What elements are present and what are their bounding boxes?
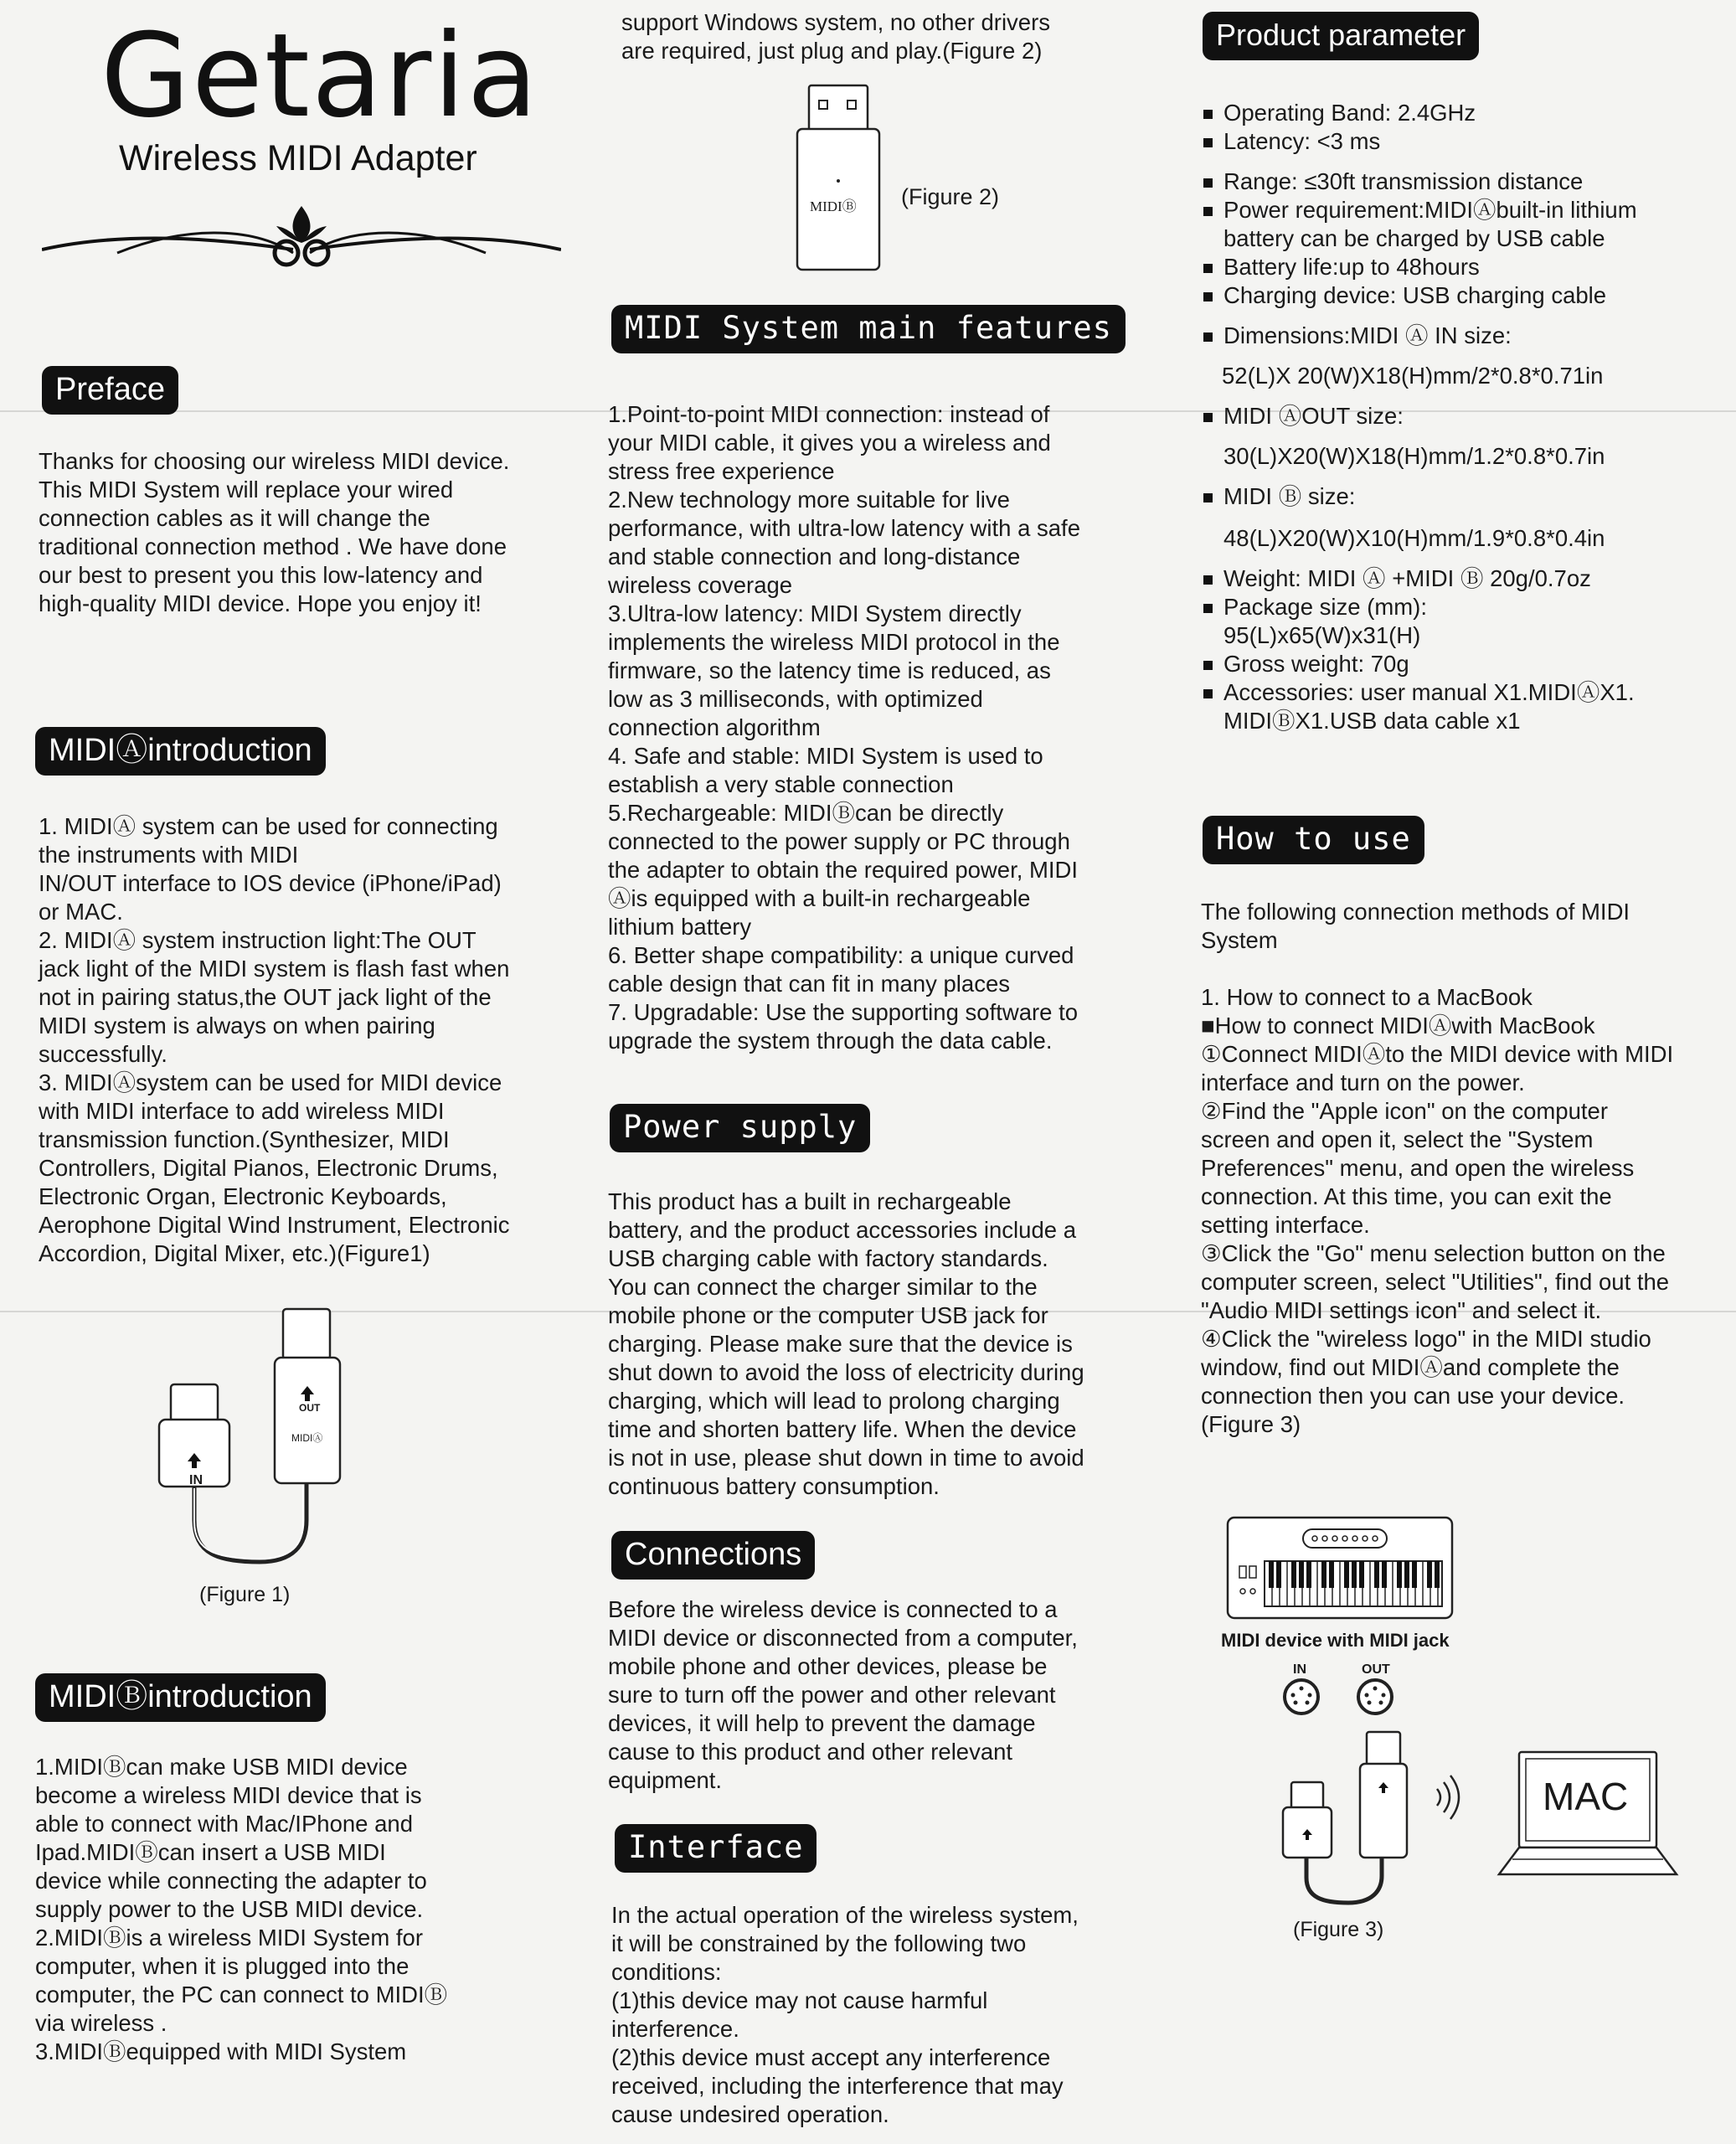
figure1-adapter-icon: [151, 1302, 402, 1579]
spec-item: Gross weight: 70g: [1202, 650, 1637, 678]
figure1-out-label: OUT: [299, 1402, 321, 1414]
spec-item: Power requirement:MIDIⒶbuilt-in lithium battery can be charged by USB cable: [1202, 196, 1637, 253]
how-to-use-intro: The following connection methods of MIDI System: [1201, 899, 1630, 953]
preface-heading: Preface: [42, 366, 178, 415]
connections-heading: Connections: [611, 1531, 815, 1580]
spec-list: [1202, 99, 1637, 735]
figure3-out-label: OUT: [1362, 1662, 1390, 1677]
windows-support-text: support Windows system, no other drivers are required, just plug and play.(Figure 2): [621, 9, 1050, 64]
ornament-divider-icon: [42, 201, 561, 276]
figure3-caption: (Figure 3): [1293, 1918, 1384, 1941]
spec-item: MIDI Ⓑ size:: [1202, 482, 1637, 511]
midi-jack-icon: [1281, 1677, 1399, 1719]
figure2-dongle-icon: [794, 82, 886, 275]
spec-item: Charging device: USB charging cable: [1202, 281, 1637, 310]
spec-out-size: 30(L)X20(W)X18(H)mm/1.2*0.8*0.7in: [1223, 443, 1605, 469]
how-to-use-heading: How to use: [1203, 816, 1424, 864]
keyboard-icon: [1224, 1514, 1459, 1623]
figure1-caption: (Figure 1): [199, 1583, 291, 1606]
spec-item: Range: ≤30ft transmission distance: [1202, 168, 1637, 196]
figure3-adapter-icon: [1273, 1725, 1491, 1910]
connections-text: Before the wireless device is connected to a MIDI device or disconnected from a computer, mobile phone and other devices, please be sure to turn off the power and other relevant devices, it will help to prevent the damage cause to this product and other relevant equipment.: [608, 1596, 1078, 1793]
mac-label: MAC: [1543, 1775, 1629, 1818]
figure3-in-label: IN: [1293, 1662, 1306, 1677]
preface-text: Thanks for choosing our wireless MIDI device. This MIDI System will replace your wired connection cables as it will change the traditional connection method . We have done our best to present you this low-latency and high-quality MIDI device. Hope you enjoy it!: [39, 448, 510, 616]
figure1-device-label: MIDIⒶ: [291, 1432, 323, 1444]
interface-text: In the actual operation of the wireless system, it will be constrained by the following two conditions: (1)this device may not cause harmful interference. (2)this device must accept any interference received, including the interference that may cause undesired operation.: [611, 1902, 1079, 2127]
spec-item: Battery life:up to 48hours: [1202, 253, 1637, 281]
spec-b-size: 48(L)X20(W)X10(H)mm/1.9*0.8*0.4in: [1223, 525, 1605, 551]
spec-item: Operating Band: 2.4GHz: [1202, 99, 1637, 127]
midi-a-intro-heading: MIDIⒶintroduction: [35, 727, 326, 776]
brand-logo: Getaria: [100, 8, 540, 143]
spec-item: Weight: MIDI Ⓐ +MIDI Ⓑ 20g/0.7oz: [1202, 564, 1637, 593]
power-supply-text: This product has a built in rechargeable battery, and the product accessories include a USB charging cable with factory standards. You can connect the charger similar to the mobile phone or the computer USB jack for charging. Please make sure that the device is shut down to avoid the loss of electricity during charging, which will lead to prolong charging time and shorten battery life. When the device is not in use, please shut down in time to avoid continuous battery consumption.: [608, 1188, 1084, 1499]
figure2-device-label: MIDIⒷ: [810, 198, 857, 214]
how-to-use-steps: 1. How to connect to a MacBook ■How to connect MIDIⒶwith MacBook ①Connect MIDIⒶto the MIDI device with MIDI interface and turn on the power. ②Find the "Apple icon" on the computer screen and open it, select the "System Preferences" menu, and open the wireless connection. At this time, you can exit the setting interface. ③Click the "Go" menu selection button on the computer screen, select "Utilities", find out the "Audio MIDI settings icon" and select it. ④Click the "wireless logo" in the MIDI studio window, find out MIDIⒶand complete the connection then you can use your device. (Figure 3): [1201, 984, 1674, 1437]
spec-item: Accessories: user manual X1.MIDIⒶX1. MIDIⒷX1.USB data cable x1: [1202, 678, 1637, 735]
interface-heading: Interface: [615, 1824, 816, 1873]
figure2-caption: (Figure 2): [901, 184, 1000, 209]
spec-in-size: 52(L)X 20(W)X18(H)mm/2*0.8*0.71in: [1222, 363, 1604, 389]
product-parameter-heading: Product parameter: [1203, 12, 1479, 60]
spec-item: MIDI ⒶOUT size:: [1202, 402, 1637, 430]
spec-item: Latency: <3 ms: [1202, 127, 1637, 156]
keyboard-label: MIDI device with MIDI jack: [1221, 1630, 1450, 1651]
brand-subtitle: Wireless MIDI Adapter: [119, 138, 477, 178]
features-heading: MIDI System main features: [611, 305, 1126, 353]
midi-b-intro-heading: MIDIⒷintroduction: [35, 1673, 326, 1722]
midi-b-intro-text: 1.MIDIⒷcan make USB MIDI device become a wireless MIDI device that is able to connect with Mac/IPhone and Ipad.MIDIⒷcan insert a USB MIDI device while connecting the adapter to supply power to the USB MIDI device. 2.MIDIⒷis a wireless MIDI System for computer, when it is plugged into the computer, the PC can connect to MIDIⒷ via wireless . 3.MIDIⒷequipped with MIDI System: [35, 1754, 448, 2064]
midi-a-intro-text: 1. MIDIⒶ system can be used for connecting the instruments with MIDI IN/OUT interface to IOS device (iPhone/iPad) or MAC. 2. MIDIⒶ system instruction light:The OUT jack light of the MIDI system is flash fast when not in pairing status,the OUT jack light of the MIDI system is always on when pairing successfully. 3. MIDIⒶsystem can be used for MIDI device with MIDI interface to add wireless MIDI transmission function.(Synthesizer, MIDI Controllers, Digital Pianos, Electronic Drums, Electronic Organ, Electronic Keyboards, Aerophone Digital Wind Instrument, Electronic Accordion, Digital Mixer, etc.)(Figure1): [39, 813, 510, 1266]
figure1-in-label: IN: [189, 1473, 203, 1487]
power-supply-heading: Power supply: [610, 1104, 870, 1152]
spec-item: Package size (mm): 95(L)x65(W)x31(H): [1202, 593, 1637, 650]
features-text: 1.Point-to-point MIDI connection: instead of your MIDI cable, it gives you a wireless and stress free experience 2.New technology more suitable for live performance, with ultra-low latency with a safe and stable connection and long-distance wireless coverage 3.Ultra-low latency: MIDI System directly implements the wireless MIDI protocol in the firmware, so the latency time is reduced, as low as 3 milliseconds, with optimized connection algorithm 4. Safe and stable: MIDI System is used to establish a very stable connection 5.Rechargeable: MIDIⒷcan be directly connected to the power supply or PC through the adapter to obtain the required power, MIDI Ⓐis equipped with a built-in rechargeable lithium battery 6. Better shape compatibility: a unique curved cable design that can fit in many places 7. Upgradable: Use the supporting software to upgrade the system through the data cable.: [608, 401, 1080, 1054]
spec-item: Dimensions:MIDI Ⓐ IN size:: [1202, 322, 1637, 350]
